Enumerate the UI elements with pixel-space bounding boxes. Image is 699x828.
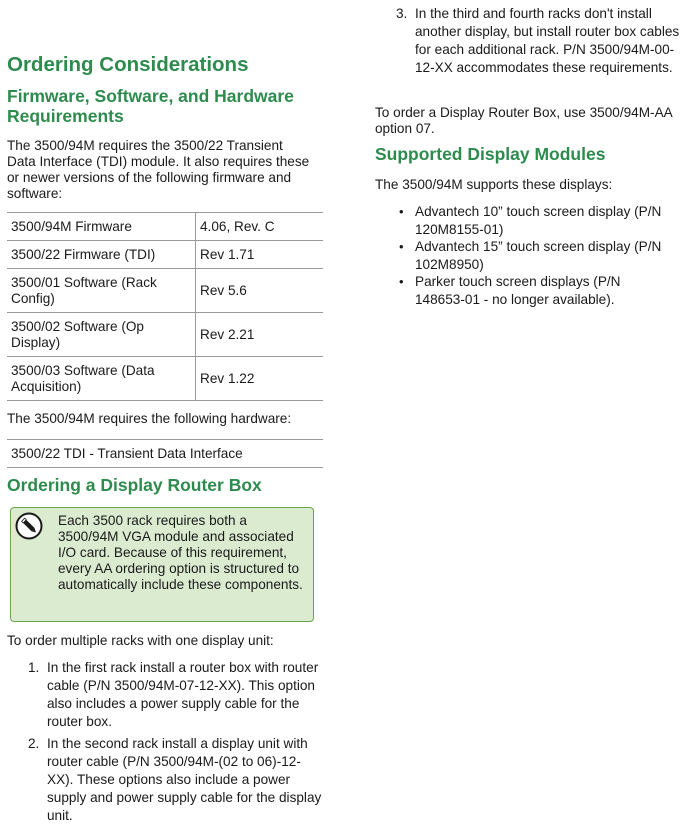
- table-cell-item: 3500/02 Software (Op Display): [7, 313, 196, 357]
- table-row: [7, 241, 323, 269]
- table-cell-item: 3500/03 Software (Data Acquisition): [7, 357, 196, 401]
- step-text: In the first rack install a router box with router cable (P/N 3500/94M-07-12-XX). This option also includes a power supply cable for the router box.: [47, 660, 319, 729]
- table-row: [7, 313, 323, 357]
- table-row: [7, 357, 323, 401]
- display-item-text: Advantech 15” touch screen display (P/N 102M8950): [415, 239, 662, 272]
- table-cell-item: 3500/22 TDI - Transient Data Interface: [7, 440, 323, 468]
- table-cell-version: Rev 1.22: [196, 357, 324, 401]
- display-item-text: Advantech 10” touch screen display (P/N 120M8155-01): [415, 204, 662, 237]
- table-cell-version: Rev 2.21: [196, 313, 324, 357]
- table-row: [7, 213, 323, 241]
- section-title: Ordering Considerations: [7, 53, 249, 76]
- table-cell-version: Rev 5.6: [196, 269, 324, 313]
- table-cell-item: 3500/94M Firmware: [7, 213, 196, 241]
- display-item-text: Parker touch screen displays (P/N 148653-01 - no longer available).: [415, 274, 621, 307]
- table-cell-version: 4.06, Rev. C: [196, 213, 324, 241]
- list-item: [7, 735, 325, 825]
- list-item: [375, 5, 693, 77]
- table-cell-item: 3500/22 Firmware (TDI): [7, 241, 196, 269]
- hardware-table: [7, 439, 323, 468]
- supported-heading: Supported Display Modules: [375, 144, 606, 164]
- step-text: In the third and fourth racks don't install another display, but install router box cables for each additional rack. P/N 3500/94M-00-12-XX accommodates these requirements.: [415, 6, 680, 75]
- bullet-icon: •: [399, 204, 404, 219]
- multi-rack-intro: To order multiple racks with one display unit:: [7, 633, 274, 648]
- table-cell-version: Rev 1.71: [196, 241, 324, 269]
- step-number: 1.: [28, 660, 40, 675]
- steps-list-continued: [375, 5, 693, 77]
- steps-list: [7, 659, 325, 825]
- versions-table: [7, 212, 323, 401]
- step-number: 2.: [28, 736, 40, 751]
- firmware-heading: Firmware, Software, and Hardware Requirements: [7, 86, 294, 126]
- router-order-text: To order a Display Router Box, use 3500/94M-AA option 07.: [375, 105, 672, 136]
- hardware-intro: The 3500/94M requires the following hardware:: [7, 411, 292, 426]
- router-heading: Ordering a Display Router Box: [7, 475, 262, 495]
- list-item: [375, 238, 665, 273]
- requirements-intro: The 3500/94M requires the 3500/22 Transient Data Interface (TDI) module. It also requires these or newer versions of the following firmware and software:: [7, 138, 310, 201]
- step-text: In the second rack install a display unit with router cable (P/N 3500/94M-(02 to 06)-12-XX). These options also include a power supply and power supply cable for the display unit.: [47, 736, 322, 823]
- step-number: 3.: [396, 6, 408, 21]
- table-row: [7, 269, 323, 313]
- bullet-icon: •: [399, 274, 404, 289]
- note-box: [10, 507, 314, 622]
- table-cell-item: 3500/01 Software (Rack Config): [7, 269, 196, 313]
- list-item: [7, 659, 325, 731]
- list-item: [375, 203, 665, 238]
- note-text: Each 3500 rack requires both a 3500/94M VGA module and associated I/O card. Because of this requirement, every AA ordering option is structured to automatically include these components.: [58, 513, 303, 592]
- displays-list: [375, 203, 665, 308]
- list-item: [375, 273, 665, 308]
- table-row: [7, 440, 323, 468]
- supported-intro: The 3500/94M supports these displays:: [375, 177, 613, 192]
- bullet-icon: •: [399, 239, 404, 254]
- pencil-note-icon: [15, 512, 43, 545]
